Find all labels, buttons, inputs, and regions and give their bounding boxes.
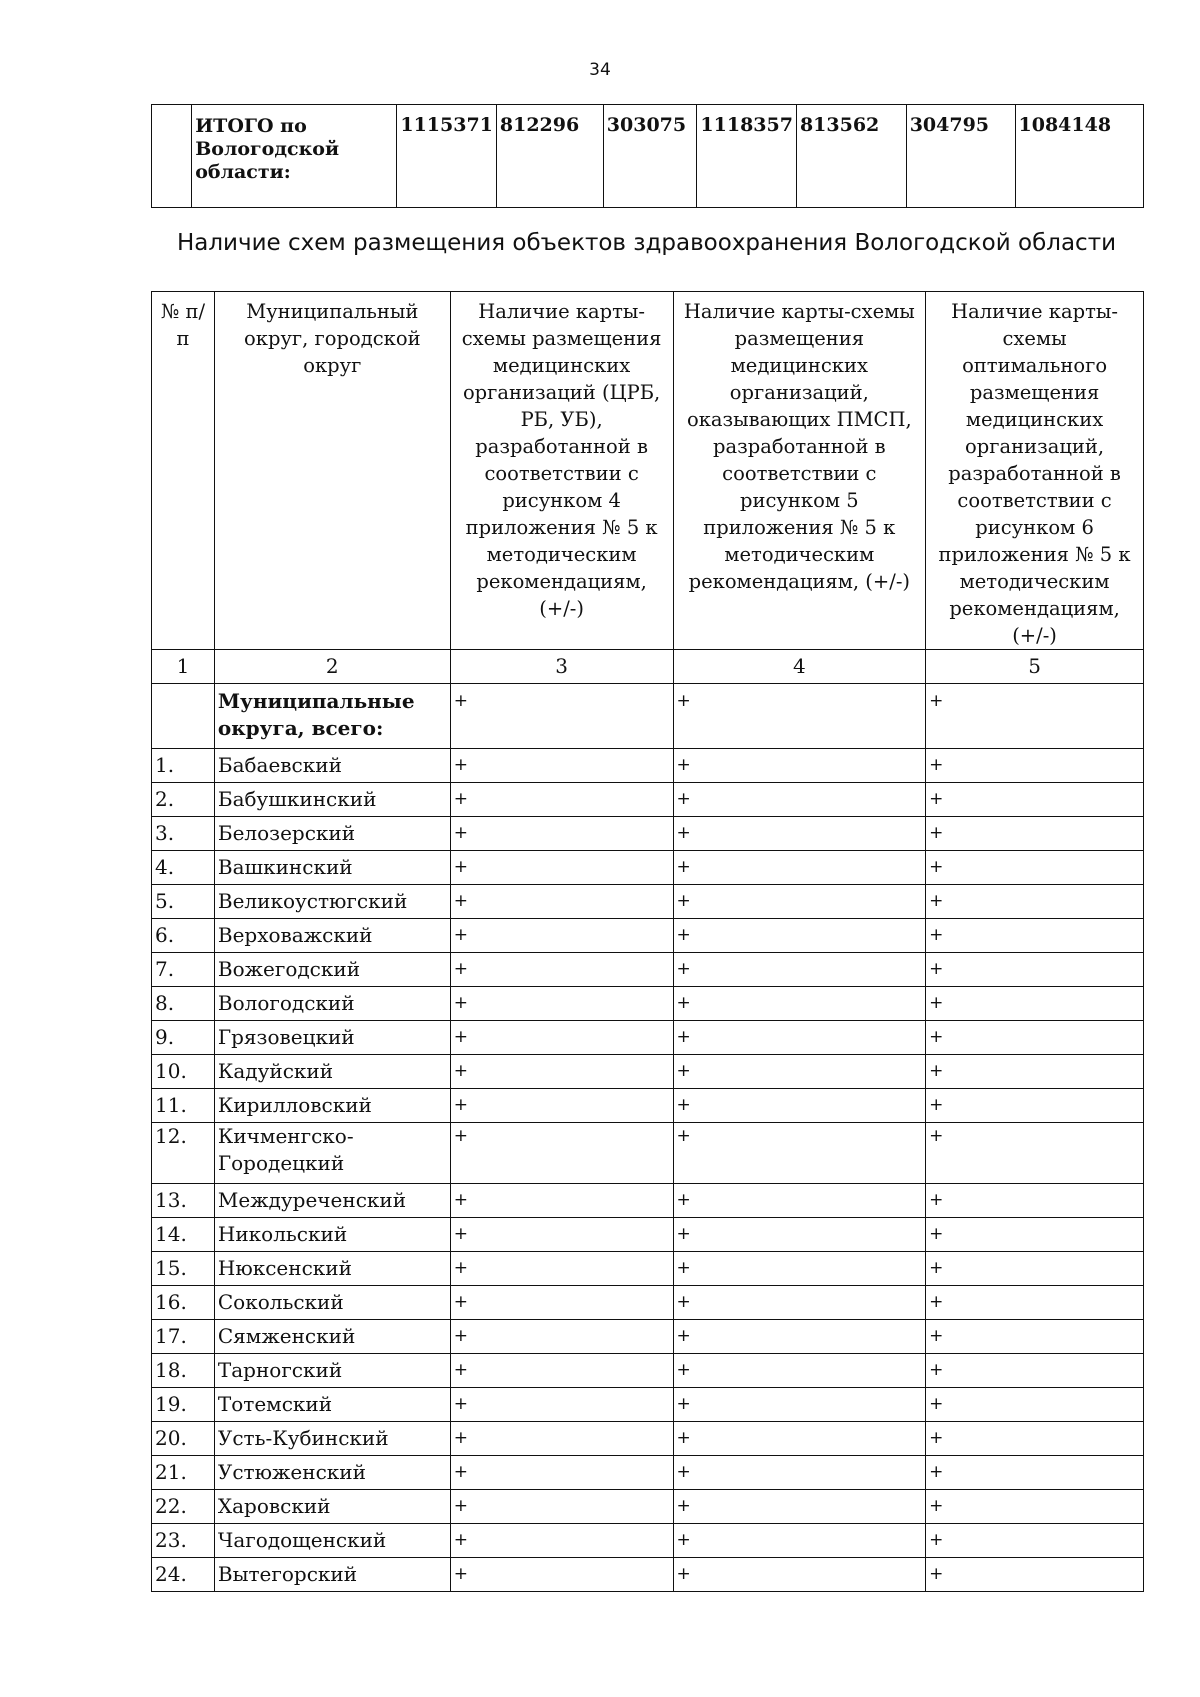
pmsp-map-mark: + bbox=[673, 684, 926, 749]
crb-map-mark: + bbox=[450, 783, 673, 817]
table-row bbox=[152, 1218, 1144, 1252]
crb-map-mark: + bbox=[450, 1055, 673, 1089]
row-name: Тарногский bbox=[214, 1354, 450, 1388]
optimal-map-mark: + bbox=[926, 749, 1144, 783]
optimal-map-mark: + bbox=[926, 1490, 1144, 1524]
row-name: Вашкинский bbox=[214, 851, 450, 885]
row-number: 7. bbox=[152, 953, 215, 987]
row-name: Междуреченский bbox=[214, 1184, 450, 1218]
row-name: Белозерский bbox=[214, 817, 450, 851]
table-row bbox=[152, 1184, 1144, 1218]
table-row bbox=[152, 1252, 1144, 1286]
table-row bbox=[152, 1021, 1144, 1055]
totals-row bbox=[152, 105, 1144, 208]
table-row bbox=[152, 1320, 1144, 1354]
totals-value: 813562 bbox=[796, 105, 906, 208]
row-number: 21. bbox=[152, 1456, 215, 1490]
row-number: 8. bbox=[152, 987, 215, 1021]
totals-value: 1084148 bbox=[1015, 105, 1144, 208]
column-number: 2 bbox=[214, 650, 450, 684]
optimal-map-mark: + bbox=[926, 1354, 1144, 1388]
row-name: Харовский bbox=[214, 1490, 450, 1524]
crb-map-mark: + bbox=[450, 1184, 673, 1218]
pmsp-map-mark: + bbox=[673, 1021, 926, 1055]
totals-value: 812296 bbox=[496, 105, 603, 208]
crb-map-mark: + bbox=[450, 1388, 673, 1422]
crb-map-mark: + bbox=[450, 1524, 673, 1558]
row-number: 16. bbox=[152, 1286, 215, 1320]
pmsp-map-mark: + bbox=[673, 783, 926, 817]
crb-map-mark: + bbox=[450, 953, 673, 987]
optimal-map-mark: + bbox=[926, 1089, 1144, 1123]
pmsp-map-mark: + bbox=[673, 1055, 926, 1089]
pmsp-map-mark: + bbox=[673, 1184, 926, 1218]
pmsp-map-mark: + bbox=[673, 953, 926, 987]
health-facilities-table bbox=[151, 291, 1144, 1592]
table-row bbox=[152, 1286, 1144, 1320]
table-row bbox=[152, 953, 1144, 987]
optimal-map-mark: + bbox=[926, 885, 1144, 919]
pmsp-map-mark: + bbox=[673, 1388, 926, 1422]
table-row bbox=[152, 1524, 1144, 1558]
optimal-map-mark: + bbox=[926, 1286, 1144, 1320]
row-name: Никольский bbox=[214, 1218, 450, 1252]
crb-map-mark: + bbox=[450, 1218, 673, 1252]
optimal-map-mark: + bbox=[926, 1055, 1144, 1089]
column-number: 1 bbox=[152, 650, 215, 684]
row-name: Бабушкинский bbox=[214, 783, 450, 817]
table-row bbox=[152, 783, 1144, 817]
crb-map-mark: + bbox=[450, 1456, 673, 1490]
pmsp-map-mark: + bbox=[673, 851, 926, 885]
totals-value: 1115371 bbox=[397, 105, 497, 208]
optimal-map-mark: + bbox=[926, 1252, 1144, 1286]
crb-map-mark: + bbox=[450, 749, 673, 783]
optimal-map-mark: + bbox=[926, 1558, 1144, 1592]
table-row bbox=[152, 817, 1144, 851]
optimal-map-mark: + bbox=[926, 1388, 1144, 1422]
table-row bbox=[152, 1354, 1144, 1388]
totals-label: ИТОГО по Вологодской области: bbox=[192, 105, 397, 208]
crb-map-mark: + bbox=[450, 885, 673, 919]
optimal-map-mark: + bbox=[926, 783, 1144, 817]
header-municipality: Муниципальный округ, городской округ bbox=[214, 292, 450, 650]
crb-map-mark: + bbox=[450, 1320, 673, 1354]
table-row bbox=[152, 1558, 1144, 1592]
optimal-map-mark: + bbox=[926, 1422, 1144, 1456]
row-number: 17. bbox=[152, 1320, 215, 1354]
row-number: 15. bbox=[152, 1252, 215, 1286]
totals-table bbox=[151, 104, 1144, 208]
crb-map-mark: + bbox=[450, 1422, 673, 1456]
optimal-map-mark: + bbox=[926, 1021, 1144, 1055]
totals-empty-cell bbox=[152, 105, 192, 208]
totals-value: 304795 bbox=[906, 105, 1015, 208]
row-number: 18. bbox=[152, 1354, 215, 1388]
crb-map-mark: + bbox=[450, 1252, 673, 1286]
crb-map-mark: + bbox=[450, 919, 673, 953]
pmsp-map-mark: + bbox=[673, 817, 926, 851]
crb-map-mark: + bbox=[450, 1123, 673, 1184]
table-row bbox=[152, 1490, 1144, 1524]
row-number: 6. bbox=[152, 919, 215, 953]
row-number: 14. bbox=[152, 1218, 215, 1252]
row-number: 9. bbox=[152, 1021, 215, 1055]
row-name: Устюженский bbox=[214, 1456, 450, 1490]
row-number: 11. bbox=[152, 1089, 215, 1123]
optimal-map-mark: + bbox=[926, 1456, 1144, 1490]
optimal-map-mark: + bbox=[926, 1184, 1144, 1218]
row-name: Сямженский bbox=[214, 1320, 450, 1354]
pmsp-map-mark: + bbox=[673, 1422, 926, 1456]
crb-map-mark: + bbox=[450, 1286, 673, 1320]
row-name: Вытегорский bbox=[214, 1558, 450, 1592]
pmsp-map-mark: + bbox=[673, 1320, 926, 1354]
row-name: Верховажский bbox=[214, 919, 450, 953]
header-optimal-map: Наличие карты-схемы оптимального размещения медицинских организаций, разработанной в соответствии с рисунком 6 приложения № 5 к методическим рекомендациям, (+/-) bbox=[926, 292, 1144, 650]
table-row bbox=[152, 885, 1144, 919]
optimal-map-mark: + bbox=[926, 1123, 1144, 1184]
table-row bbox=[152, 1089, 1144, 1123]
summary-row bbox=[152, 684, 1144, 749]
row-number: 24. bbox=[152, 1558, 215, 1592]
row-name: Тотемский bbox=[214, 1388, 450, 1422]
pmsp-map-mark: + bbox=[673, 1286, 926, 1320]
row-number: 2. bbox=[152, 783, 215, 817]
optimal-map-mark: + bbox=[926, 1524, 1144, 1558]
row-name: Усть-Кубинский bbox=[214, 1422, 450, 1456]
header-num: № п/п bbox=[152, 292, 215, 650]
pmsp-map-mark: + bbox=[673, 1524, 926, 1558]
optimal-map-mark: + bbox=[926, 953, 1144, 987]
row-name: Вожегодский bbox=[214, 953, 450, 987]
crb-map-mark: + bbox=[450, 1558, 673, 1592]
pmsp-map-mark: + bbox=[673, 1089, 926, 1123]
optimal-map-mark: + bbox=[926, 1320, 1144, 1354]
row-name: Муниципальные округа, всего: bbox=[214, 684, 450, 749]
row-number: 23. bbox=[152, 1524, 215, 1558]
optimal-map-mark: + bbox=[926, 817, 1144, 851]
row-name: Грязовецкий bbox=[214, 1021, 450, 1055]
row-number: 20. bbox=[152, 1422, 215, 1456]
row-name: Кичменгско-Городецкий bbox=[214, 1123, 450, 1184]
table-row bbox=[152, 1422, 1144, 1456]
pmsp-map-mark: + bbox=[673, 1490, 926, 1524]
optimal-map-mark: + bbox=[926, 851, 1144, 885]
crb-map-mark: + bbox=[450, 987, 673, 1021]
row-name: Вологодский bbox=[214, 987, 450, 1021]
row-number: 10. bbox=[152, 1055, 215, 1089]
column-number: 5 bbox=[926, 650, 1144, 684]
pmsp-map-mark: + bbox=[673, 1354, 926, 1388]
crb-map-mark: + bbox=[450, 851, 673, 885]
row-number: 5. bbox=[152, 885, 215, 919]
pmsp-map-mark: + bbox=[673, 1123, 926, 1184]
header-pmsp-map: Наличие карты-схемы размещения медицинских организаций, оказывающих ПМСП, разработанной в соответствии с рисунком 5 приложения № 5 к методическим рекомендациям, (+/-) bbox=[673, 292, 926, 650]
totals-value: 1118357 bbox=[697, 105, 797, 208]
pmsp-map-mark: + bbox=[673, 1558, 926, 1592]
pmsp-map-mark: + bbox=[673, 1252, 926, 1286]
crb-map-mark: + bbox=[450, 1089, 673, 1123]
table-row bbox=[152, 749, 1144, 783]
table-row bbox=[152, 1456, 1144, 1490]
page-number: 34 bbox=[589, 60, 611, 80]
pmsp-map-mark: + bbox=[673, 987, 926, 1021]
column-numbers-row bbox=[152, 650, 1144, 684]
row-number bbox=[152, 684, 215, 749]
pmsp-map-mark: + bbox=[673, 885, 926, 919]
table-row bbox=[152, 919, 1144, 953]
table-row bbox=[152, 987, 1144, 1021]
column-number: 4 bbox=[673, 650, 926, 684]
row-name: Кирилловский bbox=[214, 1089, 450, 1123]
crb-map-mark: + bbox=[450, 1354, 673, 1388]
optimal-map-mark: + bbox=[926, 919, 1144, 953]
pmsp-map-mark: + bbox=[673, 1456, 926, 1490]
optimal-map-mark: + bbox=[926, 987, 1144, 1021]
header-crb-map: Наличие карты-схемы размещения медицинских организаций (ЦРБ, РБ, УБ), разработанной в соответствии с рисунком 4 приложения № 5 к методическим рекомендациям, (+/-) bbox=[450, 292, 673, 650]
pmsp-map-mark: + bbox=[673, 1218, 926, 1252]
row-number: 12. bbox=[152, 1123, 215, 1184]
section-title: Наличие схем размещения объектов здравоохранения Вологодской области bbox=[176, 230, 1117, 256]
crb-map-mark: + bbox=[450, 684, 673, 749]
row-name: Сокольский bbox=[214, 1286, 450, 1320]
row-number: 22. bbox=[152, 1490, 215, 1524]
table-row bbox=[152, 1123, 1144, 1184]
optimal-map-mark: + bbox=[926, 1218, 1144, 1252]
row-name: Бабаевский bbox=[214, 749, 450, 783]
row-name: Нюксенский bbox=[214, 1252, 450, 1286]
table-row bbox=[152, 1055, 1144, 1089]
row-name: Великоустюгский bbox=[214, 885, 450, 919]
crb-map-mark: + bbox=[450, 817, 673, 851]
table-row bbox=[152, 1388, 1144, 1422]
column-number: 3 bbox=[450, 650, 673, 684]
row-number: 19. bbox=[152, 1388, 215, 1422]
crb-map-mark: + bbox=[450, 1490, 673, 1524]
pmsp-map-mark: + bbox=[673, 919, 926, 953]
row-name: Чагодощенский bbox=[214, 1524, 450, 1558]
optimal-map-mark: + bbox=[926, 684, 1144, 749]
row-number: 3. bbox=[152, 817, 215, 851]
crb-map-mark: + bbox=[450, 1021, 673, 1055]
totals-value: 303075 bbox=[603, 105, 697, 208]
row-number: 1. bbox=[152, 749, 215, 783]
table-row bbox=[152, 851, 1144, 885]
row-name: Кадуйский bbox=[214, 1055, 450, 1089]
row-number: 4. bbox=[152, 851, 215, 885]
pmsp-map-mark: + bbox=[673, 749, 926, 783]
table-header-row bbox=[152, 292, 1144, 650]
row-number: 13. bbox=[152, 1184, 215, 1218]
